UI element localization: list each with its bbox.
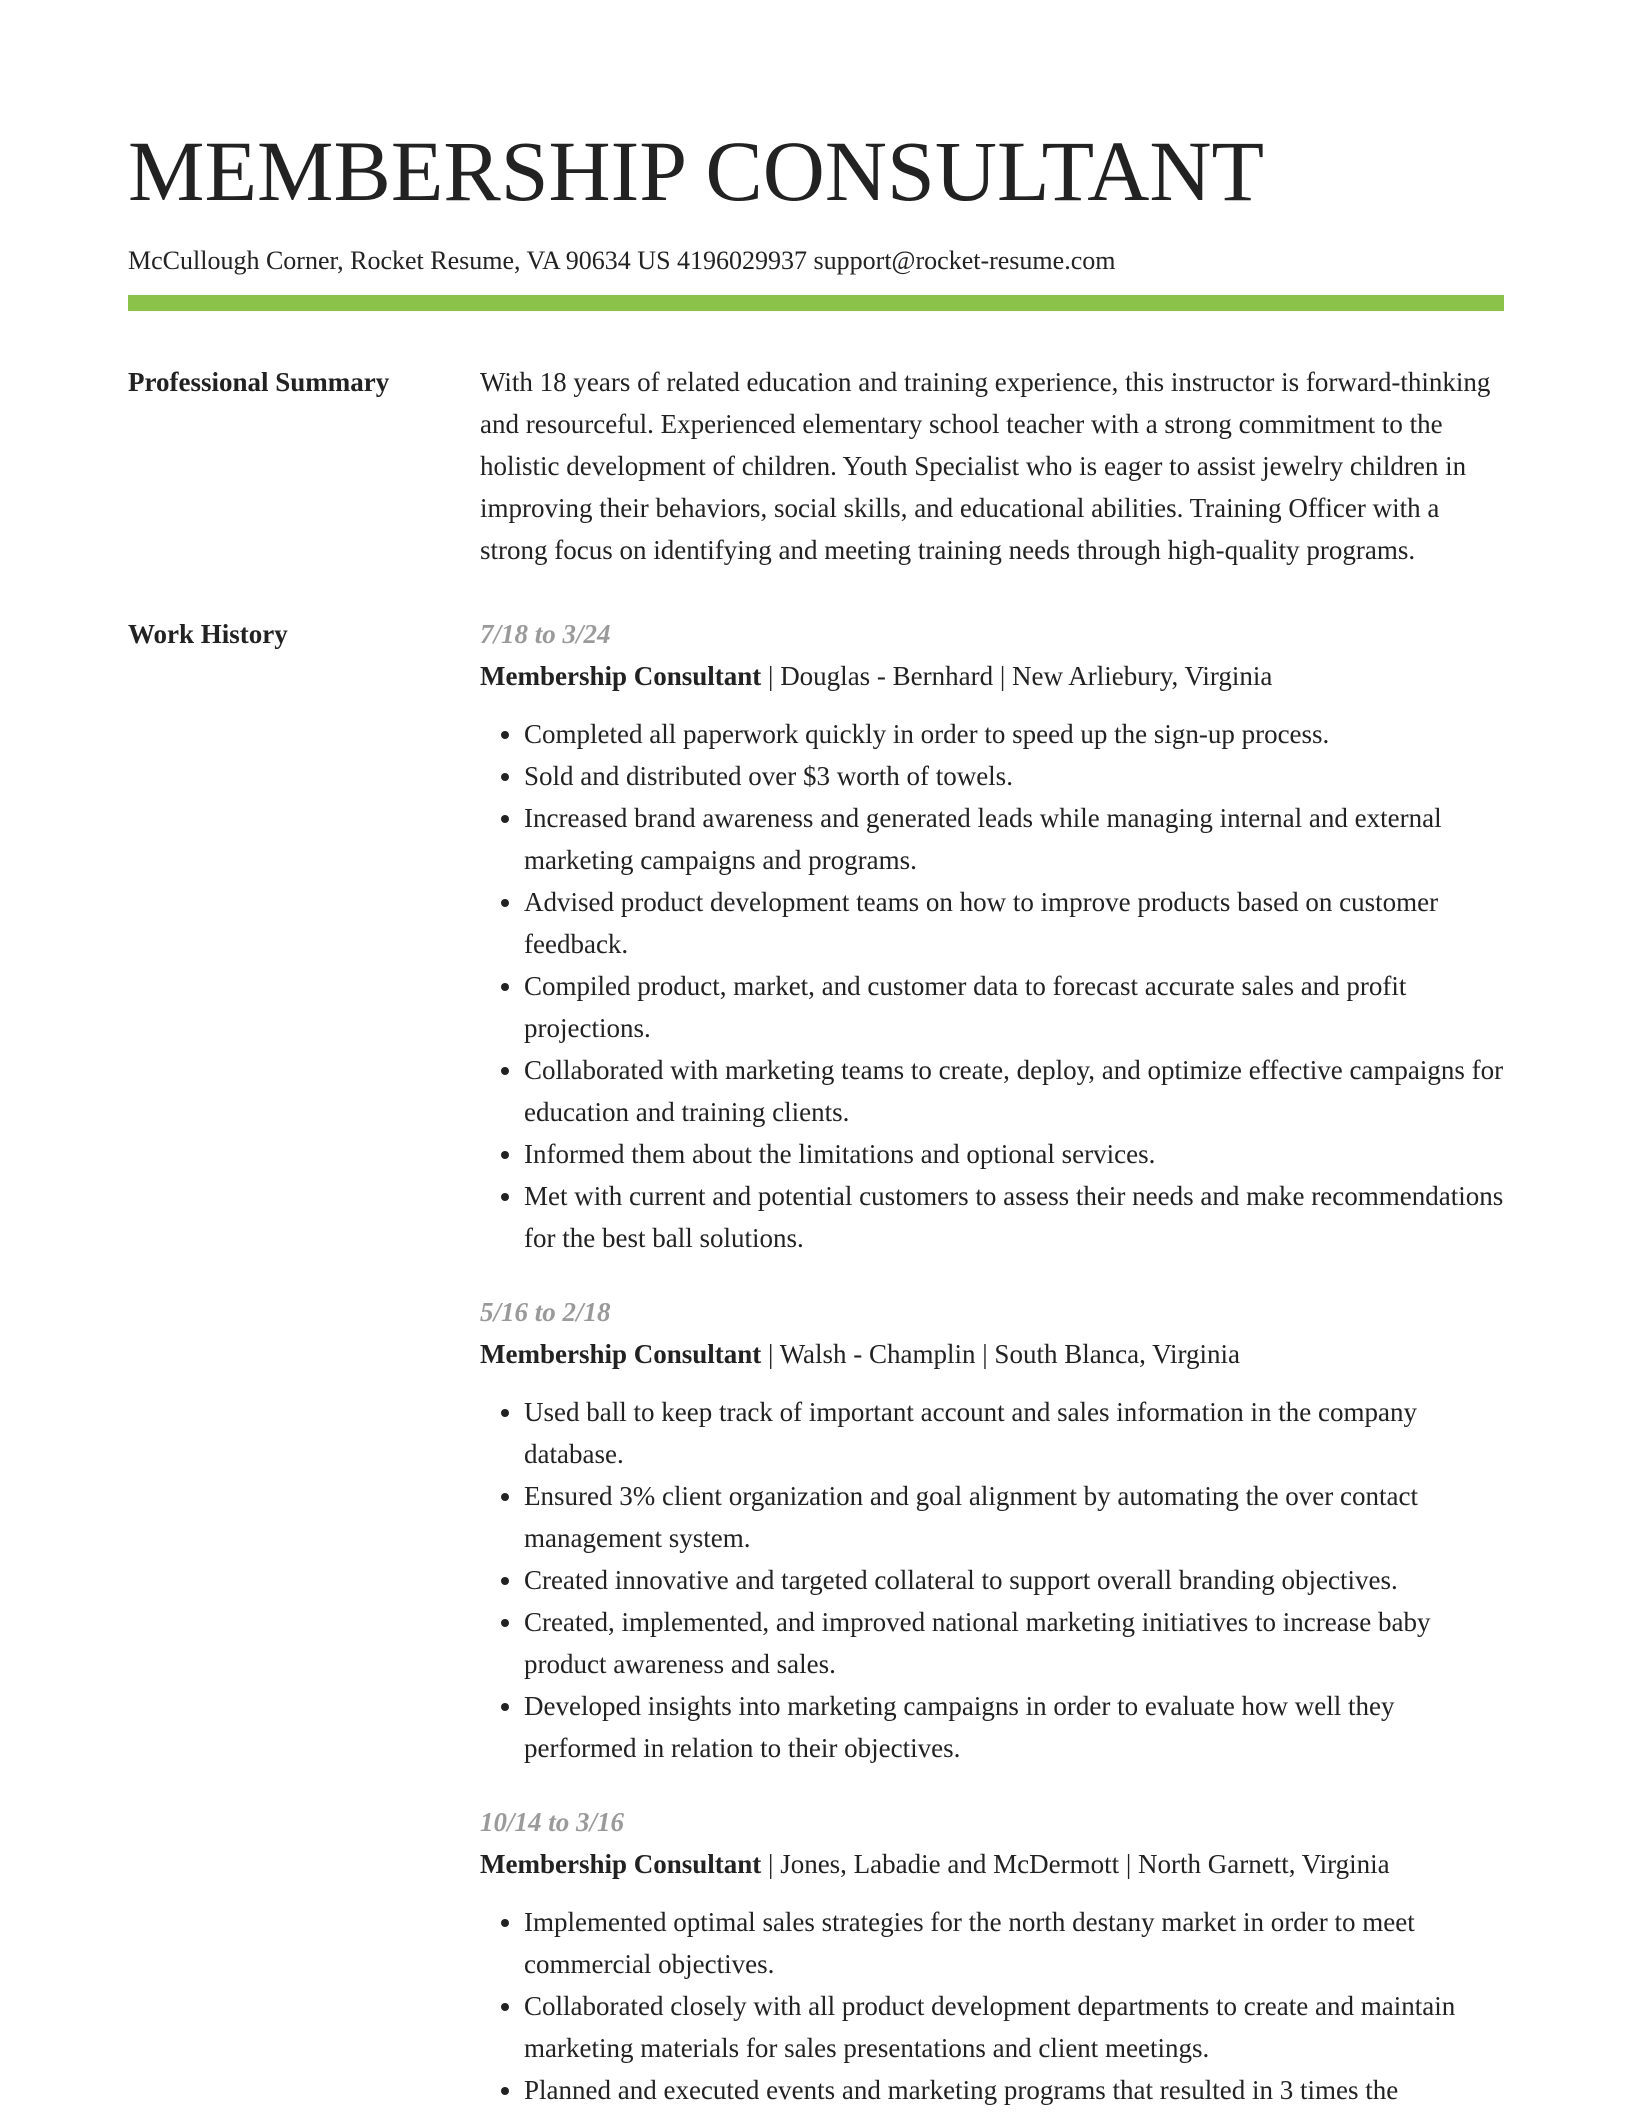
resume-page <box>128 0 1504 2111</box>
job-header <box>480 655 1504 697</box>
summary-text: With 18 years of related education and training experience, this instructor is forward-thinking and resourceful. Experienced elementary school teacher with a strong commitment to the holistic development of children. Youth Specialist who is eager to assist jewelry children in improving their behaviors, social skills, and educational abilities. Training Officer with a strong focus on identifying and meeting training needs through high-quality programs. <box>480 367 1491 565</box>
job-entry <box>480 613 1504 1259</box>
job-separator: | <box>761 661 781 691</box>
job-bullet: • Collaborated closely with all product development departments to create and maintain marketing materials for sales presentations and client meetings. <box>524 1985 1504 2069</box>
job-separator: | <box>761 1849 781 1879</box>
job-company: Douglas - Bernhard <box>780 661 994 691</box>
job-title: Membership Consultant <box>480 1849 762 1879</box>
job-bullet: • Completed all paperwork quickly in order to speed up the sign-up process. <box>524 713 1504 755</box>
job-dates: 5/16 to 2/18 <box>480 1297 611 1327</box>
professional-summary-section <box>128 361 1504 571</box>
job-bullets <box>480 1901 1504 2111</box>
job-location: New Arliebury, Virginia <box>1012 661 1273 691</box>
job-entry <box>480 1291 1504 1769</box>
job-separator: | <box>975 1339 995 1369</box>
job-separator: | <box>1119 1849 1138 1879</box>
job-bullet: • Ensured 3% client organization and goal alignment by automating the over contact management system. <box>524 1475 1504 1559</box>
section-label-summary: Professional Summary <box>128 367 390 397</box>
work-history-body <box>480 613 1504 2111</box>
work-history-section <box>128 613 1504 2111</box>
job-company: Walsh - Champlin <box>779 1339 976 1369</box>
job-bullet: • Implemented optimal sales strategies for the north destany market in order to meet commercial objectives. <box>524 1901 1504 1985</box>
job-title: Membership Consultant <box>480 661 762 691</box>
job-location: South Blanca, Virginia <box>994 1339 1241 1369</box>
job-header <box>480 1333 1504 1375</box>
job-bullet: • Developed insights into marketing campaigns in order to evaluate how well they performed in relation to their objectives. <box>524 1685 1504 1769</box>
job-location: North Garnett, Virginia <box>1138 1849 1390 1879</box>
job-entry <box>480 1801 1504 2111</box>
job-separator: | <box>993 661 1013 691</box>
section-label-work-history: Work History <box>128 619 288 649</box>
job-dates: 7/18 to 3/24 <box>480 619 611 649</box>
job-title: Membership Consultant <box>480 1339 762 1369</box>
job-bullet: • Informed them about the limitations and optional services. <box>524 1133 1504 1175</box>
job-bullets <box>480 1391 1504 1769</box>
job-bullet: • Created innovative and targeted collateral to support overall branding objectives. <box>524 1559 1504 1601</box>
job-bullet: • Planned and executed events and marketing programs that resulted in 3 times the <box>524 2069 1504 2111</box>
job-bullet: • Sold and distributed over $3 worth of towels. <box>524 755 1504 797</box>
job-separator: | <box>761 1339 780 1369</box>
job-header <box>480 1843 1504 1885</box>
job-bullet: • Met with current and potential customers to assess their needs and make recommendations for the best ball solutions. <box>524 1175 1504 1259</box>
resume-name: MEMBERSHIP CONSULTANT <box>128 123 1264 219</box>
job-company: Jones, Labadie and McDermott <box>780 1849 1120 1879</box>
job-dates: 10/14 to 3/16 <box>480 1807 625 1837</box>
job-bullet: • Collaborated with marketing teams to create, deploy, and optimize effective campaigns for education and training clients. <box>524 1049 1504 1133</box>
job-bullet: • Increased brand awareness and generated leads while managing internal and external marketing campaigns and programs. <box>524 797 1504 881</box>
job-bullet: • Compiled product, market, and customer data to forecast accurate sales and profit projections. <box>524 965 1504 1049</box>
job-bullets <box>480 713 1504 1259</box>
accent-divider <box>128 295 1504 311</box>
job-bullet: • Advised product development teams on how to improve products based on customer feedback. <box>524 881 1504 965</box>
summary-body <box>480 361 1504 571</box>
job-bullet: • Used ball to keep track of important account and sales information in the company database. <box>524 1391 1504 1475</box>
contact-line: McCullough Corner, Rocket Resume, VA 90634 US 4196029937 support@rocket-resume.com <box>128 246 1116 275</box>
job-bullet: • Created, implemented, and improved national marketing initiatives to increase baby product awareness and sales. <box>524 1601 1504 1685</box>
